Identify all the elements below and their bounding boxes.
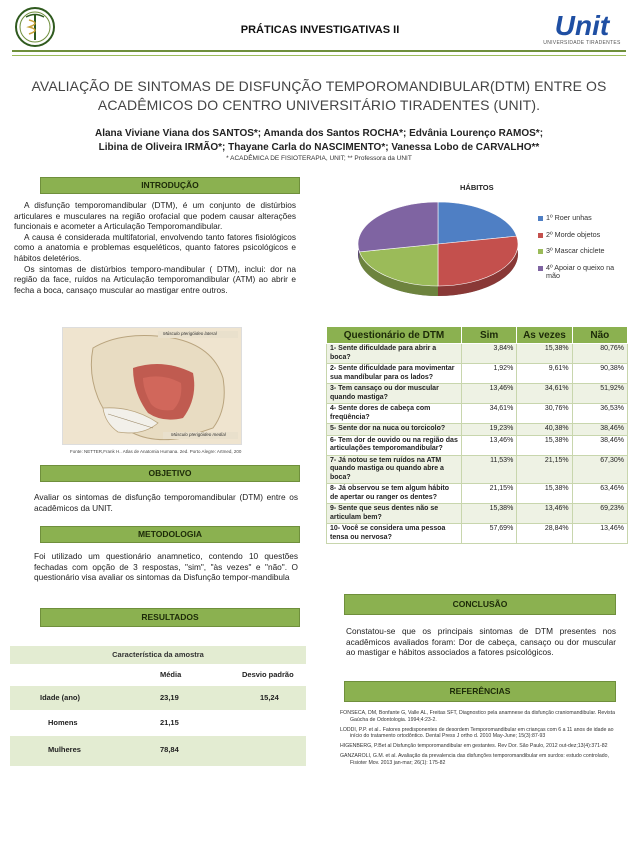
table-row bbox=[327, 455, 628, 484]
anatomy-figure bbox=[62, 327, 242, 445]
sim-cell: 3,84% bbox=[461, 344, 516, 364]
pie-chart bbox=[320, 174, 540, 324]
vezes-cell: 15,38% bbox=[517, 344, 572, 364]
poster-title: AVALIAÇÃO DE SINTOMAS DE DISFUNÇÃO TEMPOROMANDIBULAR(DTM) ENTRE OS ACADÊMICOS DO CENTRO UNIVERSITÁRIO TIRADENTES (UNIT). bbox=[31, 78, 607, 113]
dtm-header-sim: Sim bbox=[461, 327, 516, 344]
legend-item bbox=[538, 247, 626, 256]
table-row bbox=[10, 710, 306, 736]
question-cell: 9- Sente que seus dentes não se articulam bem? bbox=[327, 504, 462, 524]
unit-logo-text: Unit bbox=[554, 10, 610, 41]
sim-cell: 11,53% bbox=[461, 455, 516, 484]
question-cell: 1- Sente dificuldade para abrir a boca? bbox=[327, 344, 462, 364]
row-label: Idade (ano) bbox=[40, 693, 81, 702]
pie-slice bbox=[438, 236, 518, 286]
table-row bbox=[327, 504, 628, 524]
vezes-cell: 28,84% bbox=[517, 524, 572, 544]
legend-label: 3º Mascar chiclete bbox=[546, 246, 605, 255]
authors-line-1: Alana Viviane Viana dos SANTOS*; Amanda dos Santos ROCHA*; Edvânia Lourenço RAMOS*; bbox=[94, 128, 544, 139]
vezes-cell: 15,38% bbox=[517, 484, 572, 504]
legend-item bbox=[538, 264, 626, 281]
reference-item: GANZAROLI, G.M. et al. Avaliação da prevalencia das disfunções temporomandibular em surdos: estudo controlado, Fisioter Mov. 2013 jan-mar; 26(1): 175-82 bbox=[340, 752, 609, 766]
introducao-text bbox=[14, 200, 296, 295]
vezes-cell: 40,38% bbox=[517, 424, 572, 436]
nao-cell: 38,46% bbox=[572, 435, 627, 455]
references-list bbox=[340, 710, 622, 770]
legend-swatch bbox=[538, 266, 543, 271]
resultados-heading bbox=[40, 608, 300, 627]
sample-table bbox=[10, 646, 306, 776]
table-row bbox=[327, 404, 628, 424]
pie-slice bbox=[358, 202, 438, 252]
sim-cell: 21,15% bbox=[461, 484, 516, 504]
reference-item: HIGENBERG, P.Bet al Disfunção temporomandibular em gestantes. Rev Dor. São Paulo, 2012 out-dez;13(4):371-82 bbox=[340, 743, 608, 750]
unit-logo-subtext: UNIVERSIDADE TIRADENTES bbox=[543, 40, 621, 46]
sim-cell: 13,46% bbox=[461, 435, 516, 455]
reference-item: FONSECA, DM, Bonfante G, Valle AL, Freitas SFT, Diagnostico pela anamnese da disfunção craniomandibular. Revista Gaúcha de Odontologia. 1994;4:23-2. bbox=[340, 710, 615, 723]
objetivo-heading-text: OBJETIVO bbox=[148, 468, 192, 478]
sim-cell: 34,61% bbox=[461, 404, 516, 424]
legend-label: 2º Morde objetos bbox=[546, 229, 601, 239]
chart-legend bbox=[538, 214, 626, 289]
dtm-header-question: Questionário de DTM bbox=[327, 327, 462, 344]
legend-item bbox=[538, 231, 626, 240]
vezes-cell: 13,46% bbox=[517, 504, 572, 524]
conclusao-heading-text: CONCLUSÃO bbox=[452, 599, 508, 609]
nao-cell: 13,46% bbox=[572, 524, 627, 544]
question-cell: 3- Tem cansaço ou dor muscular quando mastiga? bbox=[327, 384, 462, 404]
reference-item: LODDI, P.P. et al.. Fatores predisponentes de desordem Temporomandibular em crianças com 6 a 11 anos de idade ao início do tratamento ortodôntico. Dental Press J ortho d. 2010 May-June; 15(3):87-93 bbox=[340, 726, 614, 740]
conclusao-text: Constatou-se que os principais sintomas de DTM presentes nos acadêmicos avaliados foram: Dor de cabeça, cansaço ou dor muscular ao mastigar e hábitos associados a fatores psicológicos. bbox=[346, 626, 616, 658]
header-rule-top bbox=[12, 50, 626, 52]
table-row bbox=[327, 384, 628, 404]
sim-cell: 57,69% bbox=[461, 524, 516, 544]
dtm-header-nao: Não bbox=[572, 327, 627, 344]
table-row bbox=[327, 524, 628, 544]
row-media: 23,19 bbox=[160, 693, 179, 702]
referencias-heading-text: REFERÊNCIAS bbox=[449, 686, 511, 696]
nao-cell: 36,53% bbox=[572, 404, 627, 424]
chart-title: HÁBITOS bbox=[460, 183, 494, 192]
conclusao-heading bbox=[344, 594, 616, 615]
question-cell: 7- Já notou se tem ruídos na ATM quando mastiga ou quando abre a boca? bbox=[327, 455, 462, 484]
question-cell: 8- Já observou se tem algum hábito de apertar ou ranger os dentes? bbox=[327, 484, 462, 504]
nao-cell: 38,46% bbox=[572, 424, 627, 436]
table-row bbox=[327, 484, 628, 504]
row-desvio: 15,24 bbox=[260, 693, 279, 702]
nao-cell: 80,76% bbox=[572, 344, 627, 364]
vezes-cell: 34,61% bbox=[517, 384, 572, 404]
nao-cell: 67,30% bbox=[572, 455, 627, 484]
figure-label-top: Músculo pterigóideo lateral bbox=[163, 331, 217, 336]
unit-logo bbox=[536, 12, 628, 50]
introducao-paragraph-2: A causa é considerada multifatorial, envolvendo tanto fatores fisiológicos como a anatomia e problemas esqueléticos, quanto fatores psicológicos e hábitos deletérios. bbox=[14, 231, 296, 263]
row-media: 21,15 bbox=[160, 718, 179, 727]
habitos-chart bbox=[320, 174, 630, 324]
row-media: 78,84 bbox=[160, 745, 179, 754]
table-row bbox=[327, 344, 628, 364]
dtm-header-row bbox=[327, 327, 628, 344]
introducao-heading bbox=[40, 177, 300, 194]
col-desvio-header: Desvio padrão bbox=[242, 670, 294, 679]
dtm-questionnaire bbox=[326, 326, 628, 544]
row-label: Mulheres bbox=[48, 745, 81, 754]
metodologia-heading-text: METODOLOGIA bbox=[137, 529, 203, 539]
introducao-paragraph-3: Os sintomas de distúrbios temporo-mandibular ( DTM), inclui: dor na região da face, ruídos na Articulação temporomandibular (ATM) ao abrir e fecha a boca, cansaço muscular ao mastigar entre outros. bbox=[14, 263, 296, 295]
question-cell: 10- Você se considera uma pessoa tensa ou nervosa? bbox=[327, 524, 462, 544]
vezes-cell: 15,38% bbox=[517, 435, 572, 455]
legend-label: 4º Apoiar o queixo na mão bbox=[546, 262, 615, 280]
legend-item bbox=[538, 214, 626, 223]
sim-cell: 13,46% bbox=[461, 384, 516, 404]
figure-label-bottom: Músculo pterigóideo medial bbox=[171, 432, 226, 437]
nao-cell: 69,23% bbox=[572, 504, 627, 524]
dtm-header-vezes: As vezes bbox=[517, 327, 572, 344]
legend-swatch bbox=[538, 216, 543, 221]
vezes-cell: 9,61% bbox=[517, 364, 572, 384]
nao-cell: 63,46% bbox=[572, 484, 627, 504]
affiliation: * ACADÊMICA DE FISIOTERAPIA, UNIT; ** Professora da UNIT bbox=[226, 155, 412, 162]
nao-cell: 51,92% bbox=[572, 384, 627, 404]
metodologia-text: Foi utilizado um questionário anamnetico, contendo 10 questões fechadas com opção de 3 respostas, "sim", "às vezes" e "não". O questionário visa avaliar os sintomas da Disfunção tempor-mandibula bbox=[34, 551, 298, 583]
sim-cell: 1,92% bbox=[461, 364, 516, 384]
legend-swatch bbox=[538, 249, 543, 254]
nao-cell: 90,38% bbox=[572, 364, 627, 384]
emblem-logo bbox=[14, 6, 56, 48]
row-label: Homens bbox=[48, 718, 78, 727]
question-cell: 6- Tem dor de ouvido ou na região das articulações temporomandibular? bbox=[327, 435, 462, 455]
table-row bbox=[10, 736, 306, 766]
referencias-heading bbox=[344, 681, 616, 702]
skull-illustration bbox=[63, 328, 242, 445]
table-row bbox=[10, 686, 306, 710]
question-cell: 5- Sente dor na nuca ou torcicolo? bbox=[327, 424, 462, 436]
sim-cell: 19,23% bbox=[461, 424, 516, 436]
table-row bbox=[327, 424, 628, 436]
objetivo-heading bbox=[40, 465, 300, 482]
legend-label: 1º Roer unhas bbox=[546, 213, 592, 222]
legend-swatch bbox=[538, 233, 543, 238]
question-cell: 2- Sente dificuldade para movimentar sua mandíbular para os lados? bbox=[327, 364, 462, 384]
table-row bbox=[327, 435, 628, 455]
col-media-header: Média bbox=[160, 670, 182, 679]
authors bbox=[30, 127, 608, 155]
sample-table-header bbox=[10, 664, 306, 686]
introducao-paragraph-1: A disfunção temporomandibular (DTM), é um conjunto de distúrbios articulares e musculares na região orofacial que podem causar alterações funcionais e acometer a Articulação Temporomandibular. bbox=[14, 200, 296, 232]
objetivo-text: Avaliar os sintomas de disfunção temporomandibular (DTM) entre os acadêmicos da UNIT. bbox=[34, 492, 298, 513]
resultados-heading-text: RESULTADOS bbox=[141, 612, 199, 622]
course-title: PRÁTICAS INVESTIGATIVAS II bbox=[240, 24, 400, 36]
metodologia-heading bbox=[40, 526, 300, 543]
header-rule-bottom bbox=[12, 55, 626, 56]
sample-table-title: Característica da amostra bbox=[10, 646, 306, 664]
table-row bbox=[327, 364, 628, 384]
vezes-cell: 30,76% bbox=[517, 404, 572, 424]
sim-cell: 15,38% bbox=[461, 504, 516, 524]
introducao-heading-text: INTRODUÇÃO bbox=[141, 180, 199, 190]
question-cell: 4- Sente dores de cabeça com freqüência? bbox=[327, 404, 462, 424]
authors-line-2: Libina de Oliveira IRMÃO*; Thayane Carla do NASCIMENTO*; Vanessa Lobo de CARVALHO** bbox=[98, 142, 540, 153]
vezes-cell: 21,15% bbox=[517, 455, 572, 484]
figure-caption: Fonte: NETTER,Frank H.. Atlas de Anatomia Humana. 2ed. Porto Alegre: Artmed, 200 bbox=[70, 449, 242, 454]
